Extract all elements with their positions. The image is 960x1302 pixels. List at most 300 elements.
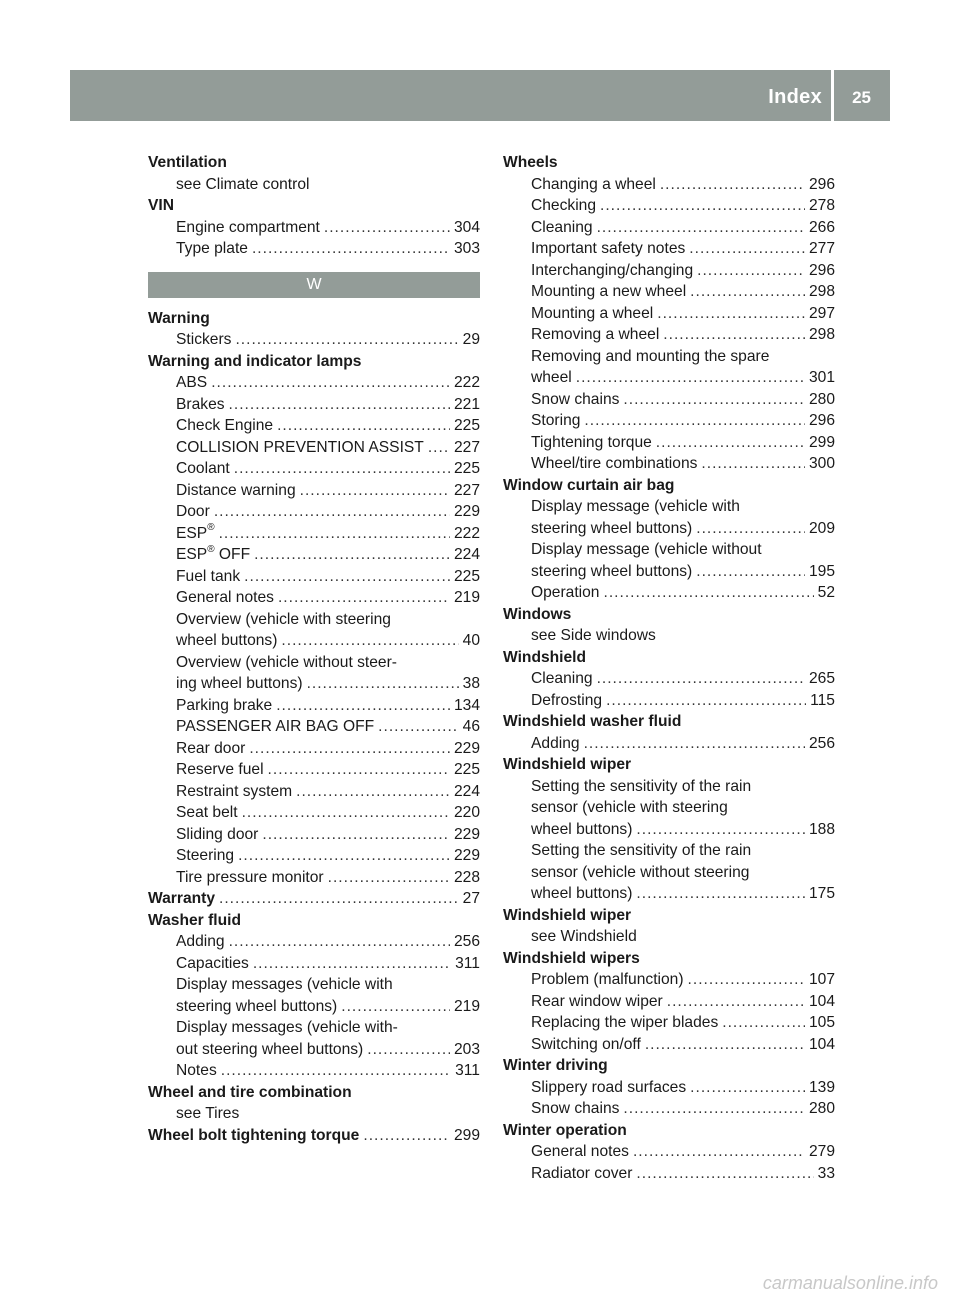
entry-page-number: 265 [808,670,835,687]
index-entry [148,566,480,588]
entry-label: Setting the sensitivity of the rain [531,842,752,859]
index-entry [148,845,480,867]
entry-label: see Tires [176,1105,240,1122]
index-subtext [148,609,480,631]
index-heading [503,754,835,776]
leader-dots [276,695,450,717]
entry-label: see Windshield [531,928,637,945]
index-heading [503,905,835,927]
index-entry [503,260,835,282]
entry-label: Important safety notes [531,240,686,257]
index-subtext [148,174,480,196]
entry-label: Mounting a wheel [531,304,654,322]
entry-label: Warning and indicator lamps [148,352,362,370]
entry-label: Overview (vehicle with steering [176,610,391,628]
entry-page-number: 266 [808,218,835,236]
leader-dots [229,394,450,416]
entry-page-number: 298 [808,326,835,343]
entry-label: Setting the sensitivity of the rain [531,777,752,795]
entry-label: Windshield wiper [503,906,632,924]
entry-label: Windshield wiper [503,756,632,773]
leader-dots [244,566,450,588]
index-heading [148,1082,480,1104]
index-entry [148,501,480,523]
entry-label: Defrosting [531,691,603,709]
index-entry [503,883,835,905]
section-header-w [148,272,480,298]
leader-dots [249,738,450,760]
entry-page-number: 280 [808,1100,835,1117]
index-entry [148,480,480,502]
index-entry [148,759,480,781]
entry-page-number: 40 [462,632,480,649]
index-column-left [148,152,480,1146]
index-column-right [503,152,835,1184]
leader-dots [278,587,450,609]
entry-page-number: 224 [453,782,480,800]
entry-page-number: 311 [455,954,480,972]
leader-dots [690,1077,805,1099]
leader-dots [576,367,805,389]
index-entry [148,458,480,480]
leader-dots [252,238,450,260]
index-entry [503,389,835,411]
leader-dots [656,432,805,454]
entry-label: Snow chains [531,1100,620,1117]
index-heading [148,351,480,373]
entry-page-number: 105 [808,1014,835,1031]
entry-page-number: 52 [817,584,835,601]
entry-page-number: 229 [453,847,480,864]
entry-label: Stickers [176,331,232,348]
entry-page-number: 219 [453,997,480,1015]
index-entry [503,303,835,325]
entry-label: Distance warning [176,481,296,499]
index-heading [503,948,835,970]
entry-page-number: 222 [453,374,480,391]
leader-dots [636,883,805,905]
entry-page-number: 225 [453,761,480,778]
entry-page-number: 229 [453,503,480,520]
watermark: carmanualsonline.info [762,1273,938,1293]
entry-label: Replacing the wiper blades [531,1014,719,1031]
index-heading [503,475,835,497]
leader-dots [697,260,805,282]
index-heading-entry [148,888,480,910]
entry-label: Check Engine [176,417,274,434]
index-entry [148,630,480,652]
page-number: 25 [852,88,871,107]
leader-dots [603,582,813,604]
entry-page-number: 221 [453,395,480,413]
entry-page-number: 222 [453,524,480,542]
leader-dots [645,1034,805,1056]
leader-dots [657,303,805,325]
index-heading [148,910,480,932]
index-entry [148,695,480,717]
index-list-w-left [148,308,480,1147]
index-heading [148,195,480,217]
entry-label: Capacities [176,954,249,972]
entry-label: Type plate [176,240,248,257]
entry-label: Seat belt [176,804,238,821]
index-list-ventilation-vin [148,152,480,260]
entry-page-number: 303 [453,240,480,257]
entry-label: Wheel and tire combination [148,1083,352,1101]
index-entry [148,329,480,351]
entry-page-number: 195 [808,562,835,580]
index-heading [503,647,835,669]
index-heading [148,152,480,174]
entry-page-number: 46 [462,718,480,735]
entry-label: PASSENGER AIR BAG OFF [176,718,375,735]
index-subtext [148,1103,480,1125]
entry-page-number: 297 [808,304,835,322]
entry-label: Interchanging/changing [531,261,694,279]
entry-label: VIN [148,197,174,214]
entry-label: Engine compartment [176,218,320,236]
leader-dots [235,329,458,351]
entry-page-number: 175 [808,885,835,902]
entry-page-number: 277 [808,240,835,257]
leader-dots [696,518,805,540]
index-entry [148,738,480,760]
entry-label: see Climate control [176,175,310,193]
entry-label: Wheel bolt tightening torque [148,1126,360,1144]
entry-label: Adding [531,734,580,752]
index-entry [148,673,480,695]
entry-label: Mounting a new wheel [531,283,687,300]
entry-page-number: 229 [453,825,480,843]
entry-label: Slippery road surfaces [531,1078,687,1096]
leader-dots [584,410,805,432]
entry-label: Parking brake [176,696,273,714]
entry-label: Warranty [148,890,216,907]
entry-label: steering wheel buttons) [176,997,338,1015]
entry-page-number: 33 [817,1164,835,1182]
entry-label: Removing a wheel [531,326,660,343]
index-subtext [503,625,835,647]
entry-label: Winter driving [503,1057,608,1074]
leader-dots [636,1163,813,1185]
index-entry [148,781,480,803]
index-subtext [503,346,835,368]
entry-label: steering wheel buttons) [531,519,693,537]
header-title: Index [768,86,822,108]
leader-dots [689,238,805,260]
index-entry [503,1012,835,1034]
index-entry [148,716,480,738]
entry-page-number: 298 [808,283,835,300]
leader-dots [324,217,450,239]
entry-label: Ventilation [148,154,227,171]
index-heading [503,152,835,174]
index-entry [148,802,480,824]
entry-page-number: 29 [462,331,480,348]
entry-page-number: 296 [808,261,835,279]
entry-label: ESP® [176,522,215,542]
entry-label: Snow chains [531,390,620,408]
entry-label: Checking [531,197,597,214]
entry-label: Display messages (vehicle with- [176,1019,398,1036]
leader-dots [663,324,805,346]
entry-label: Display message (vehicle with [531,498,740,515]
entry-label: Brakes [176,395,225,413]
index-entry [503,969,835,991]
leader-dots [300,480,450,502]
leader-dots [623,389,805,411]
index-entry [503,453,835,475]
index-heading [503,604,835,626]
leader-dots [262,824,450,846]
index-entry [148,372,480,394]
entry-label: Storing [531,412,581,429]
index-entry [148,238,480,260]
index-entry [148,867,480,889]
index-entry [503,432,835,454]
entry-label: Notes [176,1062,217,1079]
index-subtext [503,797,835,819]
entry-label: Coolant [176,460,230,477]
index-entry [148,931,480,953]
index-entry [503,1077,835,1099]
index-heading-entry [148,1125,480,1147]
entry-page-number: 279 [808,1143,835,1160]
entry-label: ESP® OFF [176,543,251,563]
index-entry [503,367,835,389]
index-entry [503,1141,835,1163]
entry-label: Radiator cover [531,1164,633,1182]
entry-page-number: 296 [808,175,835,193]
index-heading [503,711,835,733]
leader-dots [701,453,805,475]
entry-page-number: 278 [808,197,835,214]
leader-dots [367,1039,450,1061]
leader-dots [597,217,805,239]
leader-dots [722,1012,805,1034]
entry-label: Windows [503,605,572,623]
entry-page-number: 229 [453,739,480,757]
entry-page-number: 301 [808,369,835,386]
entry-label: Display message (vehicle without [531,541,762,558]
entry-label: Windshield [503,648,587,666]
entry-label: Windshield washer fluid [503,713,682,730]
index-subtext [148,1017,480,1039]
leader-dots [254,544,450,566]
index-entry [148,523,480,545]
index-entry [503,690,835,712]
entry-label: Cleaning [531,218,593,236]
index-entry [503,410,835,432]
entry-label: Overview (vehicle without steer- [176,653,397,671]
entry-page-number: 224 [453,546,480,563]
header-divider [831,70,834,121]
entry-label: Window curtain air bag [503,476,675,494]
index-entry [148,1039,480,1061]
leader-dots [234,458,450,480]
entry-page-number: 256 [808,734,835,752]
leader-dots [378,716,458,738]
entry-label: Tightening torque [531,433,652,451]
index-entry [148,996,480,1018]
leader-dots [688,969,805,991]
leader-dots [242,802,450,824]
index-entry [503,733,835,755]
leader-dots [428,437,450,459]
entry-page-number: 219 [453,589,480,606]
entry-label: wheel buttons) [531,885,633,902]
leader-dots [633,1141,805,1163]
entry-label: Rear window wiper [531,992,663,1010]
leader-dots [268,759,450,781]
entry-page-number: 228 [453,868,480,886]
index-entry [503,281,835,303]
leader-dots [253,953,451,975]
leader-dots [214,501,450,523]
entry-page-number: 203 [453,1040,480,1058]
entry-label: General notes [176,589,274,606]
entry-label: Wheels [503,154,558,171]
entry-label: Door [176,503,210,520]
leader-dots [690,281,805,303]
entry-page-number: 225 [453,460,480,477]
entry-page-number: 220 [453,804,480,821]
section-letter: W [306,275,322,293]
entry-page-number: 209 [808,519,835,537]
entry-label: Warning [148,309,210,327]
entry-label: Removing and mounting the spare [531,347,770,365]
index-subtext [503,776,835,798]
index-entry [148,587,480,609]
entry-page-number: 134 [453,696,480,714]
entry-label: Problem (malfunction) [531,971,684,988]
entry-page-number: 256 [453,933,480,950]
index-subtext [148,652,480,674]
index-entry [503,582,835,604]
entry-page-number: 107 [808,971,835,988]
entry-label: General notes [531,1143,629,1160]
entry-page-number: 27 [462,890,480,907]
index-entry [503,561,835,583]
index-entry [148,394,480,416]
entry-label: Wheel/tire combinations [531,455,698,472]
index-entry [148,953,480,975]
entry-page-number: 311 [455,1062,480,1079]
entry-label: Display messages (vehicle with [176,976,393,993]
entry-label: Rear door [176,739,246,757]
index-subtext [148,974,480,996]
leader-dots [636,819,805,841]
entry-label: Changing a wheel [531,175,656,193]
index-list-w-right [503,152,835,1184]
index-entry [148,415,480,437]
index-subtext [503,840,835,862]
entry-label: see Side windows [531,627,656,644]
leader-dots [219,888,459,910]
index-subtext [503,862,835,884]
index-entry [503,217,835,239]
index-subtext [503,539,835,561]
leader-dots [667,991,805,1013]
leader-dots [341,996,450,1018]
leader-dots [328,867,450,889]
entry-label: wheel [531,369,572,386]
entry-label: Switching on/off [531,1035,641,1053]
entry-label: Windshield wipers [503,949,640,967]
entry-label: Reserve fuel [176,761,264,778]
entry-page-number: 227 [453,481,480,499]
entry-label: Cleaning [531,670,593,687]
index-entry [503,819,835,841]
index-entry [148,217,480,239]
entry-page-number: 299 [453,1126,480,1144]
entry-label: steering wheel buttons) [531,562,693,580]
entry-label: Steering [176,847,235,864]
index-entry [503,324,835,346]
entry-label: sensor (vehicle with steering [531,799,728,816]
index-entry [503,195,835,217]
index-entry [503,174,835,196]
leader-dots [221,1060,451,1082]
leader-dots [606,690,806,712]
leader-dots [229,931,450,953]
entry-label: Sliding door [176,825,259,843]
entry-page-number: 115 [810,691,835,709]
leader-dots [623,1098,805,1120]
entry-label: out steering wheel buttons) [176,1040,364,1058]
leader-dots [363,1125,450,1147]
index-heading [503,1120,835,1142]
entry-label: ABS [176,374,208,391]
entry-label: Operation [531,584,600,601]
entry-label: Adding [176,933,225,950]
entry-label: Restraint system [176,782,293,800]
leader-dots [584,733,805,755]
entry-label: wheel buttons) [176,632,278,649]
index-subtext [503,926,835,948]
leader-dots [600,195,805,217]
leader-dots [277,415,450,437]
leader-dots [307,673,459,695]
entry-page-number: 300 [808,455,835,472]
index-subtext [503,496,835,518]
leader-dots [660,174,805,196]
index-entry [503,1034,835,1056]
leader-dots [238,845,450,867]
entry-label: Tire pressure monitor [176,868,324,886]
index-entry [503,518,835,540]
leader-dots [696,561,805,583]
entry-label: Fuel tank [176,567,241,585]
entry-page-number: 38 [462,675,480,692]
index-entry [503,991,835,1013]
entry-label: Washer fluid [148,911,241,929]
entry-page-number: 104 [808,1035,835,1053]
index-entry [148,437,480,459]
index-entry [503,668,835,690]
entry-label: wheel buttons) [531,820,633,838]
entry-page-number: 104 [808,992,835,1010]
leader-dots [296,781,450,803]
index-entry [503,1163,835,1185]
page-header [70,70,890,121]
entry-page-number: 225 [453,567,480,585]
index-heading [148,308,480,330]
entry-page-number: 225 [453,417,480,434]
index-entry [148,824,480,846]
index-entry [503,238,835,260]
entry-page-number: 304 [453,218,480,236]
